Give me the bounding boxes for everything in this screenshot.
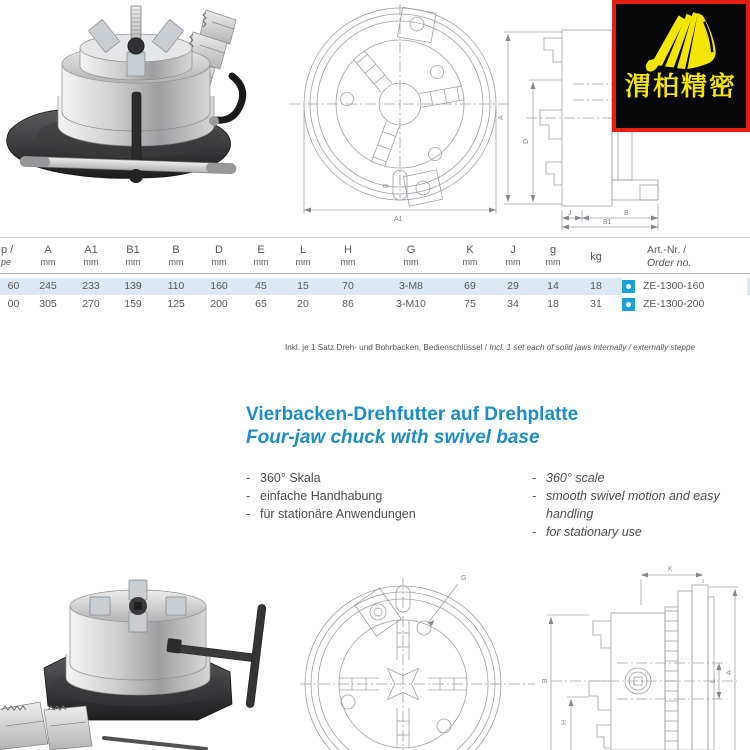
feature-text: for stationary use: [546, 525, 642, 539]
feature-text: einfache Handhabung: [260, 489, 383, 503]
table-header-cell: D mm: [211, 244, 227, 267]
table-cell: 233: [82, 280, 100, 292]
bullet-dash: -: [246, 507, 251, 521]
drawing-front-view-four-jaw: [300, 562, 535, 750]
dim-label-l: L: [710, 679, 717, 683]
spec-table: [0, 237, 750, 313]
table-cell: 34: [507, 298, 519, 310]
table-cell: 45: [255, 280, 267, 292]
table-header-cell: B1 mm: [125, 244, 141, 267]
order-number-cell: [622, 296, 750, 313]
bullet-dash: -: [246, 471, 251, 485]
feature-list-en: [532, 469, 732, 541]
table-cell: 200: [210, 298, 228, 310]
list-item: [532, 487, 732, 523]
order-marker-icon: [622, 280, 635, 293]
wb-monogram-icon: [634, 9, 728, 73]
chuck-key: [216, 76, 243, 120]
dot-icon: [626, 284, 631, 289]
section-title-en: Four-jaw chuck with swivel base: [246, 427, 540, 448]
table-header-cell: kg: [590, 251, 602, 263]
table-cell: 29: [507, 280, 519, 292]
table-header-cell: Art.-Nr. / Order no.: [647, 244, 692, 269]
dim-label-k: K: [668, 566, 673, 573]
list-item: [532, 469, 732, 487]
table-header-cell: G mm: [403, 244, 419, 267]
list-item: [532, 523, 732, 541]
table-cell: 31: [590, 298, 602, 310]
table-header-cell: L mm: [295, 244, 311, 267]
dot-icon: [626, 302, 631, 307]
table-header-cell: K mm: [462, 244, 478, 267]
table-cell: 3-M8: [399, 280, 423, 292]
table-cell: 15: [297, 280, 309, 292]
footnote-en: Incl. 1 set each of solid jaws internally / externally steppe: [489, 343, 696, 352]
dim-label-g: G: [461, 575, 467, 582]
footnote: [285, 343, 750, 352]
dim-label-a: A: [726, 670, 733, 675]
table-header-cell: H mm: [340, 244, 356, 267]
table-row: [0, 296, 750, 313]
table-cell: 20: [297, 298, 309, 310]
dim-label-slot: g: [382, 184, 389, 188]
table-header-cell: g mm: [545, 244, 561, 267]
table-header-row: [0, 238, 750, 273]
table-cell: 14: [547, 280, 559, 292]
list-item: [246, 469, 476, 487]
table-cell: 86: [342, 298, 354, 310]
jaw-guides: [353, 50, 464, 166]
brand-name: 渭柏精密: [624, 72, 737, 102]
feature-text: 360° Skala: [260, 471, 321, 485]
table-cell: 110: [167, 280, 185, 292]
section-heading: [246, 403, 578, 449]
bullet-dash: -: [532, 525, 537, 539]
brand-logo: [612, 0, 750, 132]
order-marker-icon: [622, 298, 635, 311]
table-cell: 245: [39, 280, 57, 292]
table-header-cell: p / pe: [1, 244, 14, 267]
product-photo-three-jaw-chuck: [0, 0, 250, 215]
table-header-cell: J mm: [505, 244, 521, 267]
list-item: [246, 487, 476, 505]
feature-list-de: [246, 469, 476, 523]
bullet-dash: -: [246, 489, 251, 503]
drawing-side-view-four-jaw: [537, 555, 750, 750]
dim-label-b: B: [624, 210, 629, 217]
dim-label-d: D: [523, 138, 530, 144]
table-cell: 139: [124, 280, 142, 292]
table-cell: 3-M10: [396, 298, 426, 310]
footnote-de: Inkl. je 1 Satz Dreh- und Bohrbacken, Bedienschlüssel /: [285, 343, 490, 352]
dim-label-a: A: [498, 115, 505, 120]
table-cell: 65: [255, 298, 267, 310]
feature-text: 360° scale: [546, 471, 605, 485]
table-header-cell: B mm: [168, 244, 184, 267]
dim-label-b1: B1: [603, 219, 612, 226]
table-cell: 160: [210, 280, 228, 292]
bullet-dash: -: [532, 471, 537, 485]
table-cell: 00: [7, 298, 20, 310]
table-header-cell: A mm: [40, 244, 56, 267]
table-cell: 125: [167, 298, 185, 310]
table-separator-rule: [0, 273, 750, 274]
bullet-dash: -: [532, 489, 537, 503]
list-item: [246, 505, 476, 523]
dim-label-h: H: [561, 719, 568, 725]
feature-text: smooth swivel motion and easy handling: [546, 489, 720, 521]
table-header-cell: A1 mm: [83, 244, 99, 267]
dim-label-a1: A1: [394, 216, 403, 223]
table-cell: 75: [464, 298, 476, 310]
table-cell: 18: [547, 298, 559, 310]
dim-label-b: B: [542, 678, 549, 683]
table-cell: 60: [7, 280, 20, 292]
order-number: ZE-1300-160: [643, 280, 705, 292]
table-cell: 159: [124, 298, 142, 310]
product-photo-four-jaw-chuck: [0, 560, 270, 750]
table-cell: 305: [39, 298, 57, 310]
dim-label-j: J: [568, 210, 572, 217]
order-number: ZE-1300-200: [643, 298, 705, 310]
section-title-de: Vierbacken-Drehfutter auf Drehplatte: [246, 404, 579, 425]
table-cell: 70: [342, 280, 354, 292]
feature-text: für stationäre Anwendungen: [260, 507, 416, 521]
table-row: [0, 278, 750, 295]
table-cell: 69: [464, 280, 476, 292]
table-cell: 270: [82, 298, 100, 310]
table-cell: 18: [590, 280, 602, 292]
table-header-cell: E mm: [253, 244, 269, 267]
order-number-cell: [622, 278, 750, 295]
